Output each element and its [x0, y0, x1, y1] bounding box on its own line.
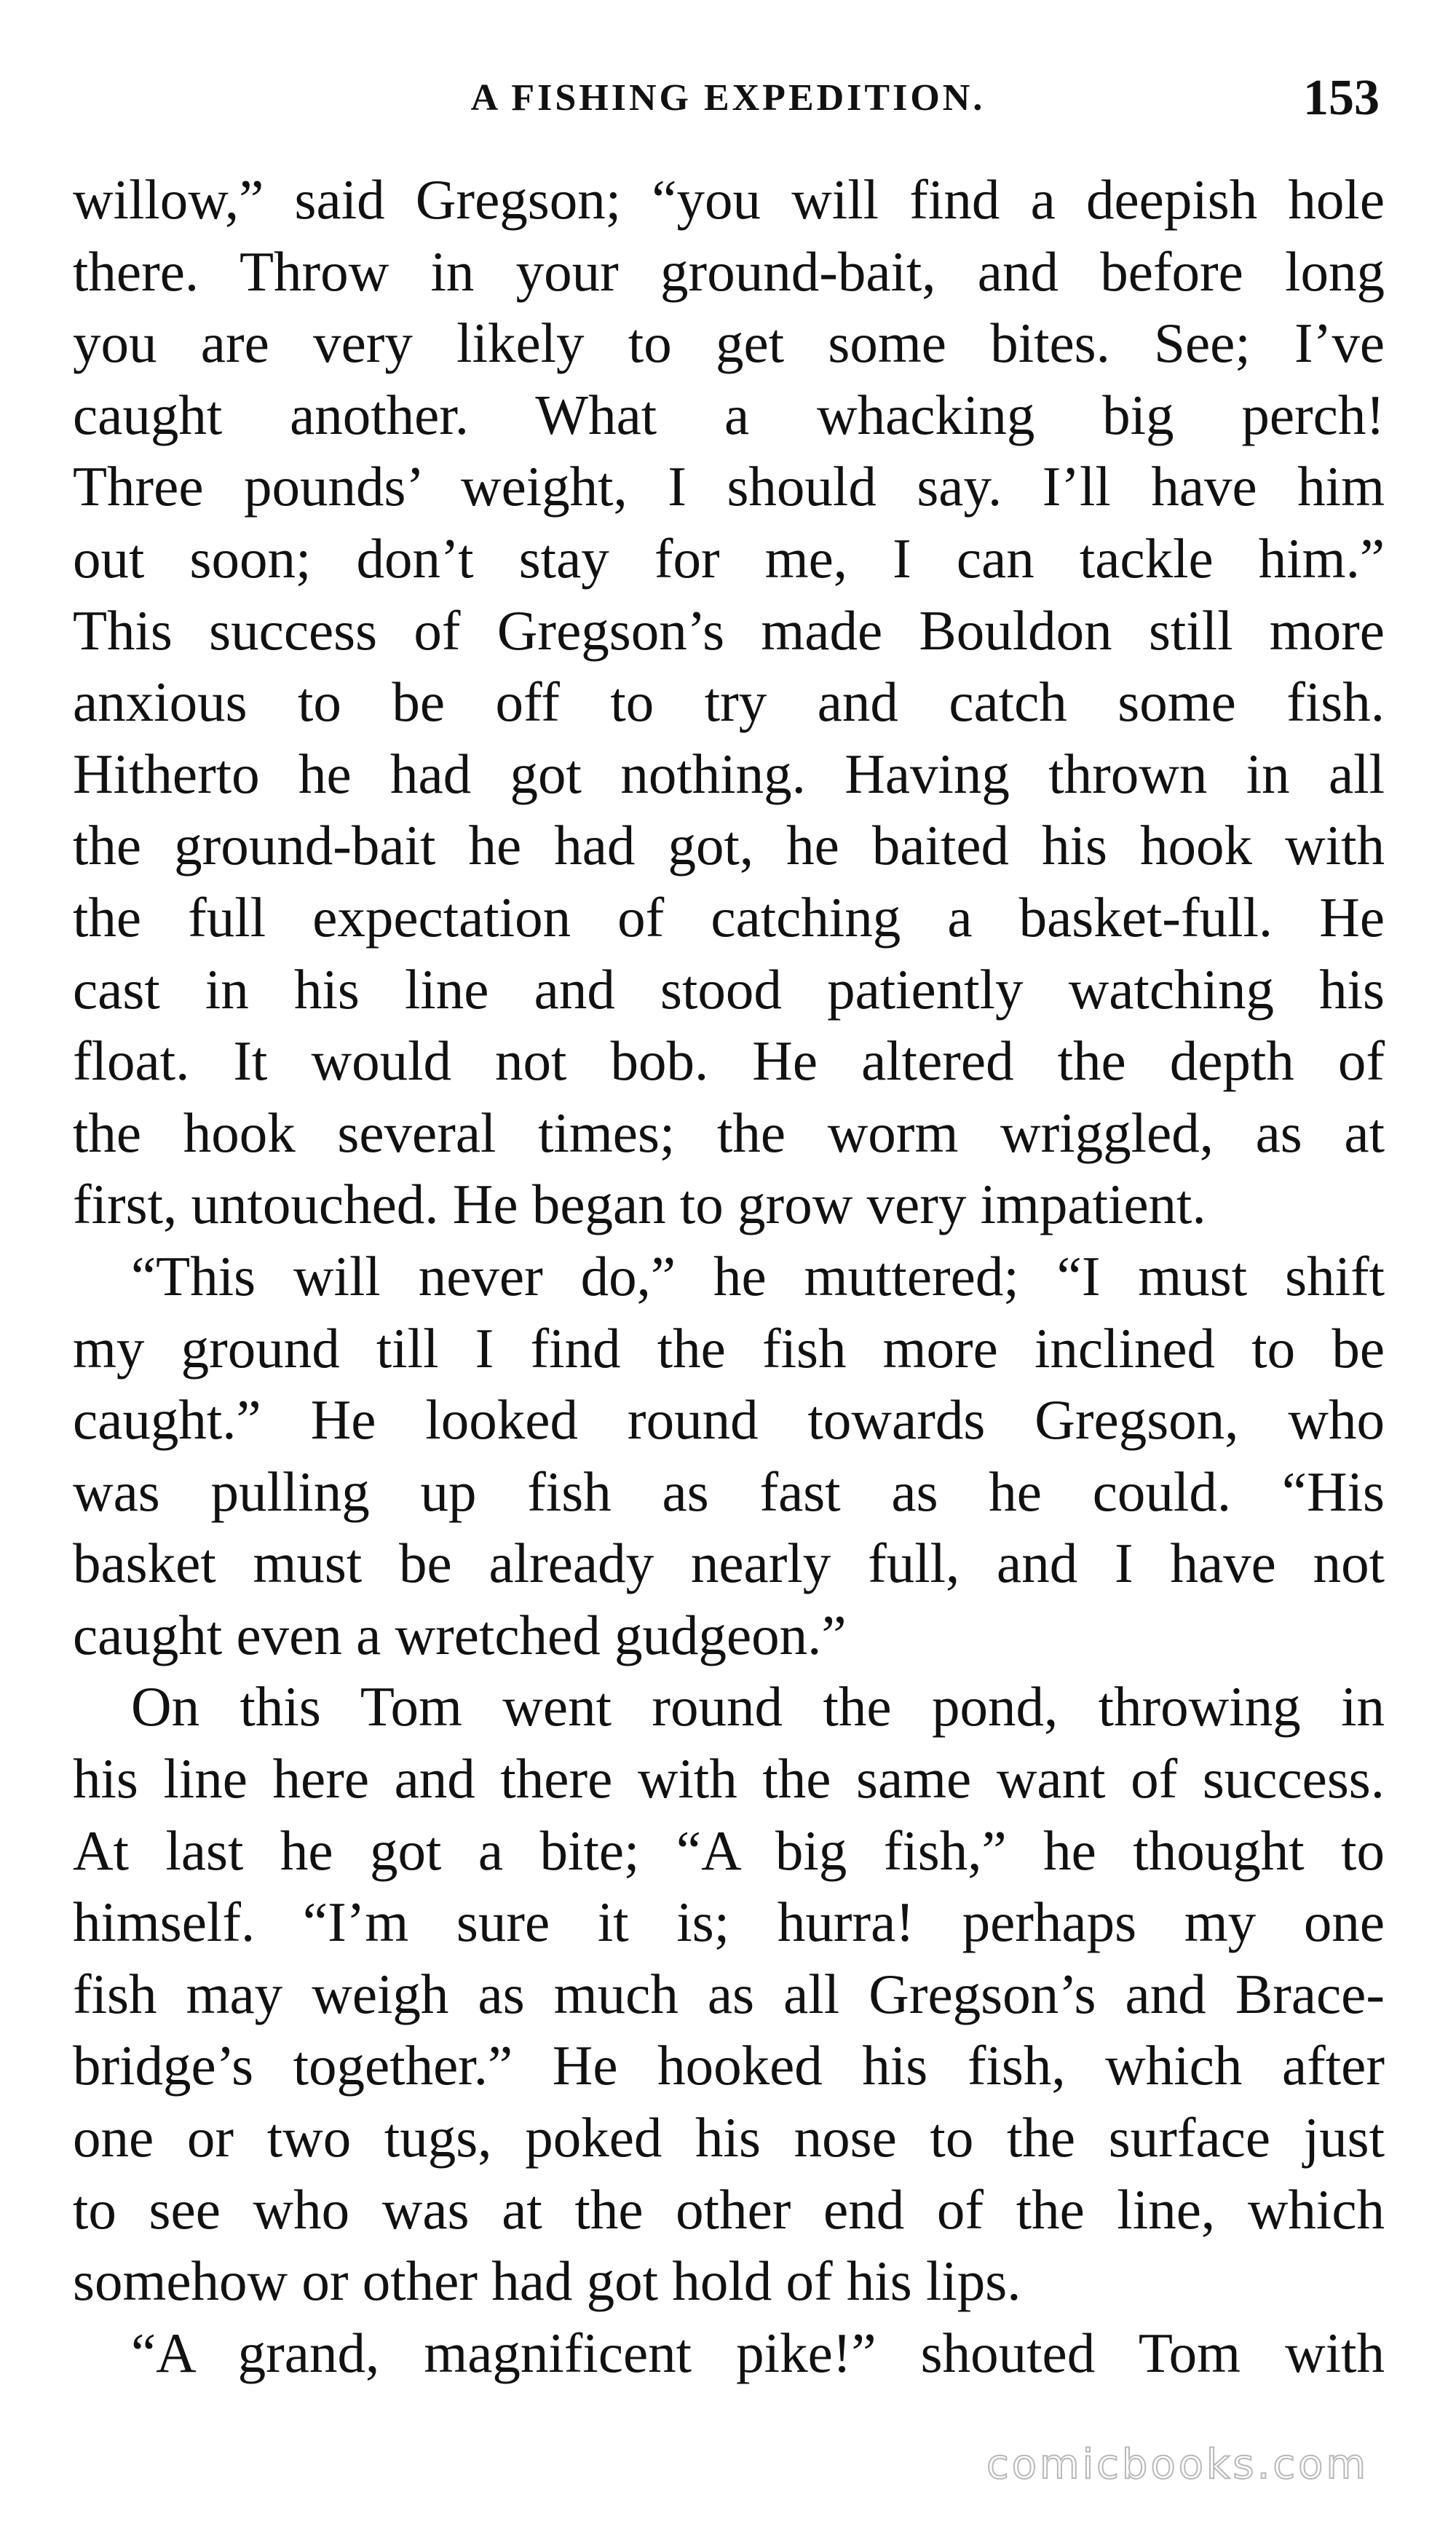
text-line: float. It would not bob. He altered the depth of: [73, 1029, 1385, 1093]
text-line: one or two tugs, poked his nose to the surface just: [73, 2106, 1385, 2169]
text-line: out soon; don’t stay for me, I can tackle him.”: [73, 526, 1385, 590]
text-line: anxious to be off to try and catch some fish.: [73, 670, 1385, 734]
text-line: the full expectation of catching a basket-full. He: [73, 885, 1385, 949]
page-number: 153: [1303, 70, 1380, 126]
text-line: to see who was at the other end of the line, which: [73, 2177, 1385, 2241]
text-line: This success of Gregson’s made Bouldon still more: [73, 598, 1385, 662]
watermark-logo: comicbooks.com: [986, 2441, 1369, 2488]
text-line: caught another. What a whacking big perch!: [73, 383, 1385, 446]
page-header: [73, 69, 1383, 127]
text-line: himself. “I’m sure it is; hurra! perhaps my one: [73, 1891, 1385, 1954]
text-line: was pulling up fish as fast as he could. “His: [73, 1460, 1385, 1523]
text-line: fish may weigh as much as all Gregson’s and Brace-: [73, 1962, 1385, 2025]
running-title: A FISHING EXPEDITION.: [470, 77, 986, 119]
text-line: there. Throw in your ground-bait, and before long: [73, 240, 1385, 303]
text-line: willow,” said Gregson; “you will find a deepish hole: [73, 168, 1385, 231]
text-line: “A grand, magnificent pike!” shouted Tom with: [131, 2321, 1385, 2384]
text-line: bridge’s together.” He hooked his fish, which after: [73, 2034, 1385, 2097]
text-line: the hook several times; the worm wriggled, as at: [73, 1101, 1385, 1164]
text-line: somehow or other had got hold of his lips.: [73, 2250, 1021, 2313]
text-line: Three pounds’ weight, I should say. I’ll have him: [73, 455, 1385, 518]
text-line: “This will never do,” he muttered; “I must shift: [131, 1244, 1385, 1307]
text-line: Hitherto he had got nothing. Having thrown in all: [73, 742, 1385, 805]
text-line: cast in his line and stood patiently watching his: [73, 957, 1385, 1021]
text-line: my ground till I find the fish more inclined to be: [73, 1316, 1385, 1380]
text-line: caught.” He looked round towards Gregson, who: [73, 1388, 1385, 1452]
text-line: basket must be already nearly full, and I have not: [73, 1532, 1385, 1595]
text-line: caught even a wretched gudgeon.”: [73, 1603, 847, 1666]
text-line: his line here and there with the same want of success.: [73, 1747, 1385, 1811]
text-line: the ground-bait he had got, he baited his hook with: [73, 814, 1385, 877]
text-line: you are very likely to get some bites. See; I’ve: [73, 312, 1385, 375]
text-line: On this Tom went round the pond, throwing in: [131, 1675, 1385, 1738]
body-text: [73, 164, 1385, 2389]
text-line: first, untouched. He began to grow very impatient.: [73, 1173, 1206, 1236]
text-line: At last he got a bite; “A big fish,” he thought to: [73, 1819, 1385, 1882]
